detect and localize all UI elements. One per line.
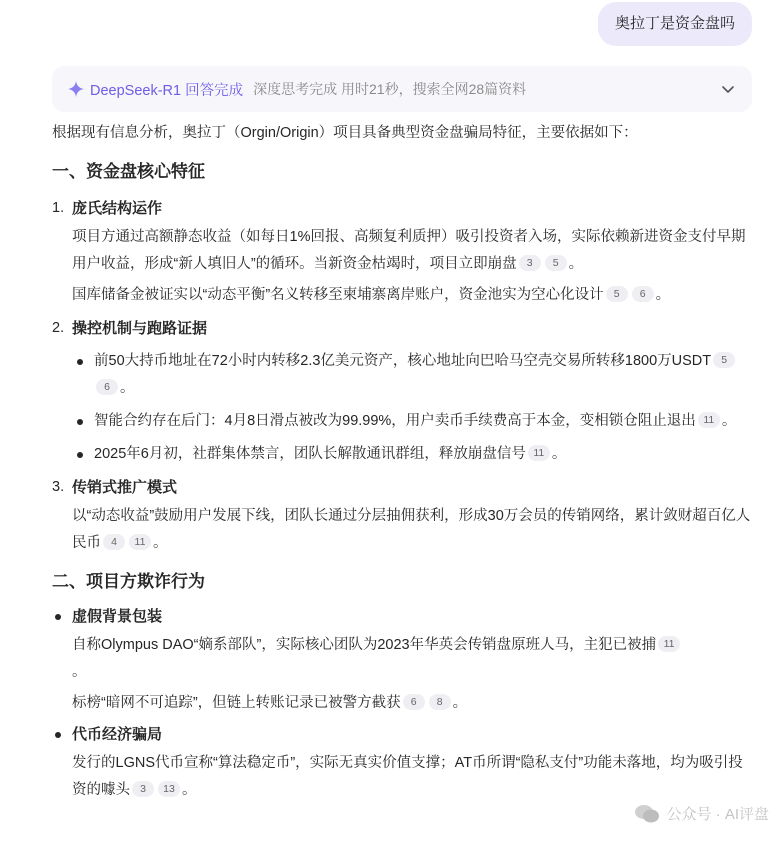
bullet-dot [55,732,61,738]
bullet-item: 智能合约存在后门：4月8日滑点被改为99.99%，用户卖币手续费高于本金，变相锁仓阻止退出 11 。 [72,408,752,435]
citation-badge[interactable]: 11 [658,636,680,652]
feature-list [52,195,752,557]
citation-badge[interactable]: 6 [96,379,118,395]
citation-badge[interactable]: 5 [606,286,628,302]
search-detail: 深度思考完成 用时21秒，搜索全网28篇资料 [253,81,527,97]
list-item [52,721,752,804]
bullet-dot [77,359,83,365]
bullet-item: 前50大持币地址在72小时内转移2.3亿美元资产，核心地址向巴哈马空壳交易所转移1800万USDT 56 。 [72,348,752,402]
citation-badge[interactable]: 11 [528,445,550,461]
citation-badge[interactable]: 3 [132,781,154,797]
bullet-dot [77,452,83,458]
watermark [634,803,769,824]
list-item [52,315,752,468]
section-heading-2: 二、项目方欺诈行为 [52,572,205,591]
citation-badge[interactable]: 8 [429,694,451,710]
item-title: 庞氏结构运作 [72,200,163,217]
model-status: DeepSeek-R1 回答完成 [90,82,244,99]
list-item [52,195,752,309]
bullet-item: 2025年6月初，社群集体禁言，团队长解散通讯群组，释放崩盘信号 11 。 [72,441,752,468]
list-number: 2. [52,320,65,336]
item-title: 传销式推广模式 [72,479,178,496]
wechat-icon [634,804,660,824]
answer-body [52,120,752,808]
item-title: 代币经济骗局 [72,726,163,743]
list-item [52,603,752,717]
chevron-down-icon[interactable] [720,81,736,97]
item-title: 虚假背景包装 [72,608,163,625]
paragraph: 项目方通过高额静态收益（如每日1%回报、高频复利质押）吸引投资者入场，实际依赖新进资金支付早期用户收益，形成“新人填旧人”的循环。当新资金枯竭时，项目立即崩盘 3 5 。 [72,229,746,272]
fraud-list [52,603,752,804]
citation-badge[interactable]: 11 [129,534,151,550]
citation-badge[interactable]: 5 [713,352,735,368]
section-heading-1: 一、资金盘核心特征 [52,162,205,181]
intro-text: 根据现有信息分析，奥拉丁（Orgin/Origin）项目具备典型资金盘骗局特征，主要依据如下： [52,125,638,141]
reasoning-status-bar[interactable] [52,66,752,112]
bullet-dot [55,614,61,620]
paragraph: 以“动态收益”鼓励用户发展下线，团队长通过分层抽佣获利，形成30万会员的传销网络，累计敛财超百亿人民币 4 11 。 [72,508,751,551]
citation-badge[interactable]: 4 [103,534,125,550]
citation-badge[interactable]: 5 [545,255,567,271]
user-message-bubble: 奥拉丁是资金盘吗 [598,2,752,46]
citation-badge[interactable]: 6 [403,694,425,710]
citation-badge[interactable]: 6 [632,286,654,302]
citation-badge[interactable]: 3 [519,255,541,271]
citation-badge[interactable]: 13 [158,781,180,797]
sparkle-icon [68,81,84,97]
watermark-text: 公众号 · AI评盘 [666,806,769,823]
paragraph: 国库储备金被证实以“动态平衡”名义转移至柬埔寨离岸账户，资金池实为空心化设计 5 6 。 [72,287,671,303]
paragraph: 自称Olympus DAO“嫡系部队”，实际核心团队为2023年华英会传销盘原班人马，主犯已被捕 11 。 [72,632,752,686]
bullet-dot [77,419,83,425]
list-item [52,474,752,557]
paragraph: 标榜“暗网不可追踪”，但链上转账记录已被警方截获 6 8 。 [72,695,468,711]
list-number: 3. [52,479,65,495]
item-title: 操控机制与跑路证据 [72,320,208,337]
bullet-list [72,348,752,468]
citation-badge[interactable]: 11 [698,412,720,428]
list-number: 1. [52,200,65,216]
paragraph: 发行的LGNS代币宣称“算法稳定币”，实际无真实价值支撑；AT币所谓“隐私支付”功能未落地，均为吸引投资的噱头 3 13 。 [72,755,743,798]
